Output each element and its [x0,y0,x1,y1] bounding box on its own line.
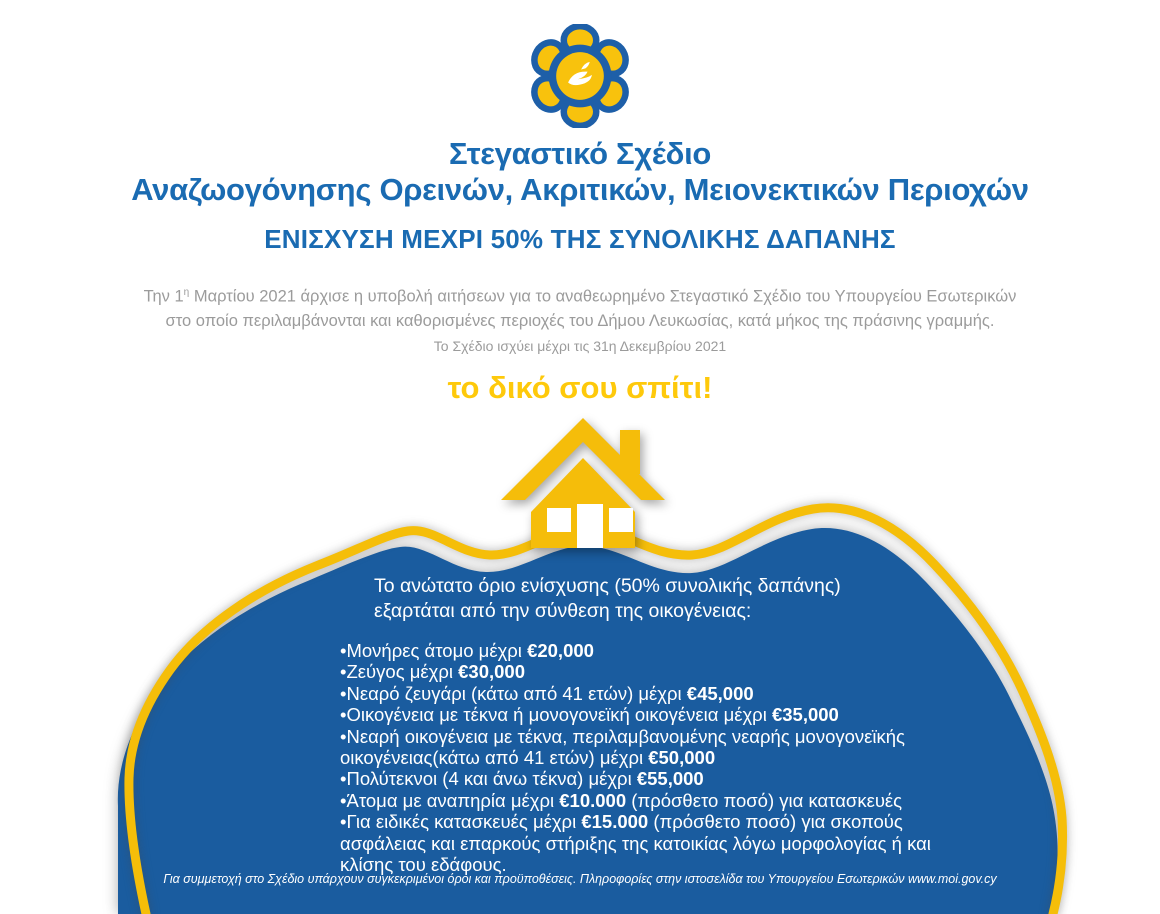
title-line-2: Αναζωογόνησης Ορεινών, Ακριτικών, Μειονεκτικών Περιοχών [131,172,1029,207]
list-item: •Άτομα με αναπηρία μέχρι €10.000 (πρόσθετο ποσό) για κατασκευές [340,789,903,811]
window-left [547,508,571,532]
list-item: •Νεαρό ζευγάρι (κάτω από 41 ετών) μέχρι €45,000 [340,682,754,704]
list-item: •Νεαρή οικογένεια με τέκνα, περιλαμβανομένης νεαρής μονογονεϊκής οικογένειας(κάτω από 41 ετών) μέχρι €50,000 [340,725,905,769]
amount: €30,000 [458,661,526,683]
slogan: το δικό σου σπίτι! [447,370,713,405]
bullet-marker: • [340,640,347,661]
amount: €35,000 [771,704,839,726]
list-item: •Για ειδικές κατασκευές μέχρι €15.000 (πρόσθετο ποσό) για σκοπούς ασφάλειας και επαρκούς στήριξης της κατοικίας λόγω μορφολογίας ή και κλίσης του εδάφους. [340,811,931,876]
door [577,504,603,548]
list-item: •Μονήρες άτομο μέχρι €20,000 [340,640,594,661]
intro-line-1: Την $1^\eta$ Μαρτίου 2021 άρχισε η υποβολή αιτήσεων για το αναθεωρημένο Στεγαστικό Σχέδιο του Υπουργείου Εσωτερικών [143,287,1017,306]
ministry-emblem-icon [528,24,632,128]
assistance-info [340,574,960,875]
amount: €55,000 [636,768,704,790]
footer-note: Για συμμετοχή στο Σχέδιο υπάρχουν συγκεκριμένοι όροι και προϋποθέσεις. Πληροφορίες στην ιστοσελίδα του Υπουργείου Εσωτερικών www.moi.gov.cy [163,872,997,886]
amount: €50,000 [648,747,716,769]
title-line-1: Στεγαστικό Σχέδιο [448,136,712,171]
list-item: •Ζεύγος μέχρι €30,000 [340,661,526,683]
bullet-marker: • [340,768,347,790]
list-item: •Οικογένεια με τέκνα ή μονογονεϊκή οικογένεια μέχρι €35,000 [340,704,839,726]
amount: €20,000 [527,640,594,661]
heading-line-2: εξαρτάται από την σύνθεση της οικογένειας: [374,600,752,622]
validity-note: Το Σχέδιο ισχύει μέχρι τις 31η Δεκεμβρίου 2021 [433,338,727,354]
subtitle: ΕΝΙΣΧΥΣΗ ΜΕΧΡΙ 50% ΤΗΣ ΣΥΝΟΛΙΚΗΣ ΔΑΠΑΝΗΣ [264,224,896,254]
intro-paragraph [0,281,1160,333]
house-icon [501,416,665,548]
bullet-marker: • [340,789,347,811]
list-item: •Πολύτεκνοι (4 και άνω τέκνα) μέχρι €55,000 [340,768,704,790]
assistance-list [340,640,960,875]
bullet-marker: • [340,704,347,726]
bullet-marker: • [340,725,347,747]
amount: €10.000 [559,789,627,811]
ordinal-superscript: η [183,287,190,298]
bullet-marker: • [340,661,347,683]
amount: €15.000 [581,811,649,833]
intro-line-2: στο οποίο περιλαμβάνονται και καθορισμένες περιοχές του Δήμου Λευκωσίας, κατά μήκος της πράσινης γραμμής. [165,311,995,330]
window-right [609,508,633,532]
bullet-marker: • [340,682,347,704]
heading-line-1: Το ανώτατο όριο ενίσχυσης (50% συνολικής δαπάνης) [374,575,841,597]
amount: €45,000 [686,682,754,704]
page-title [0,136,1160,208]
bullet-marker: • [340,811,347,833]
assistance-heading [340,574,960,624]
